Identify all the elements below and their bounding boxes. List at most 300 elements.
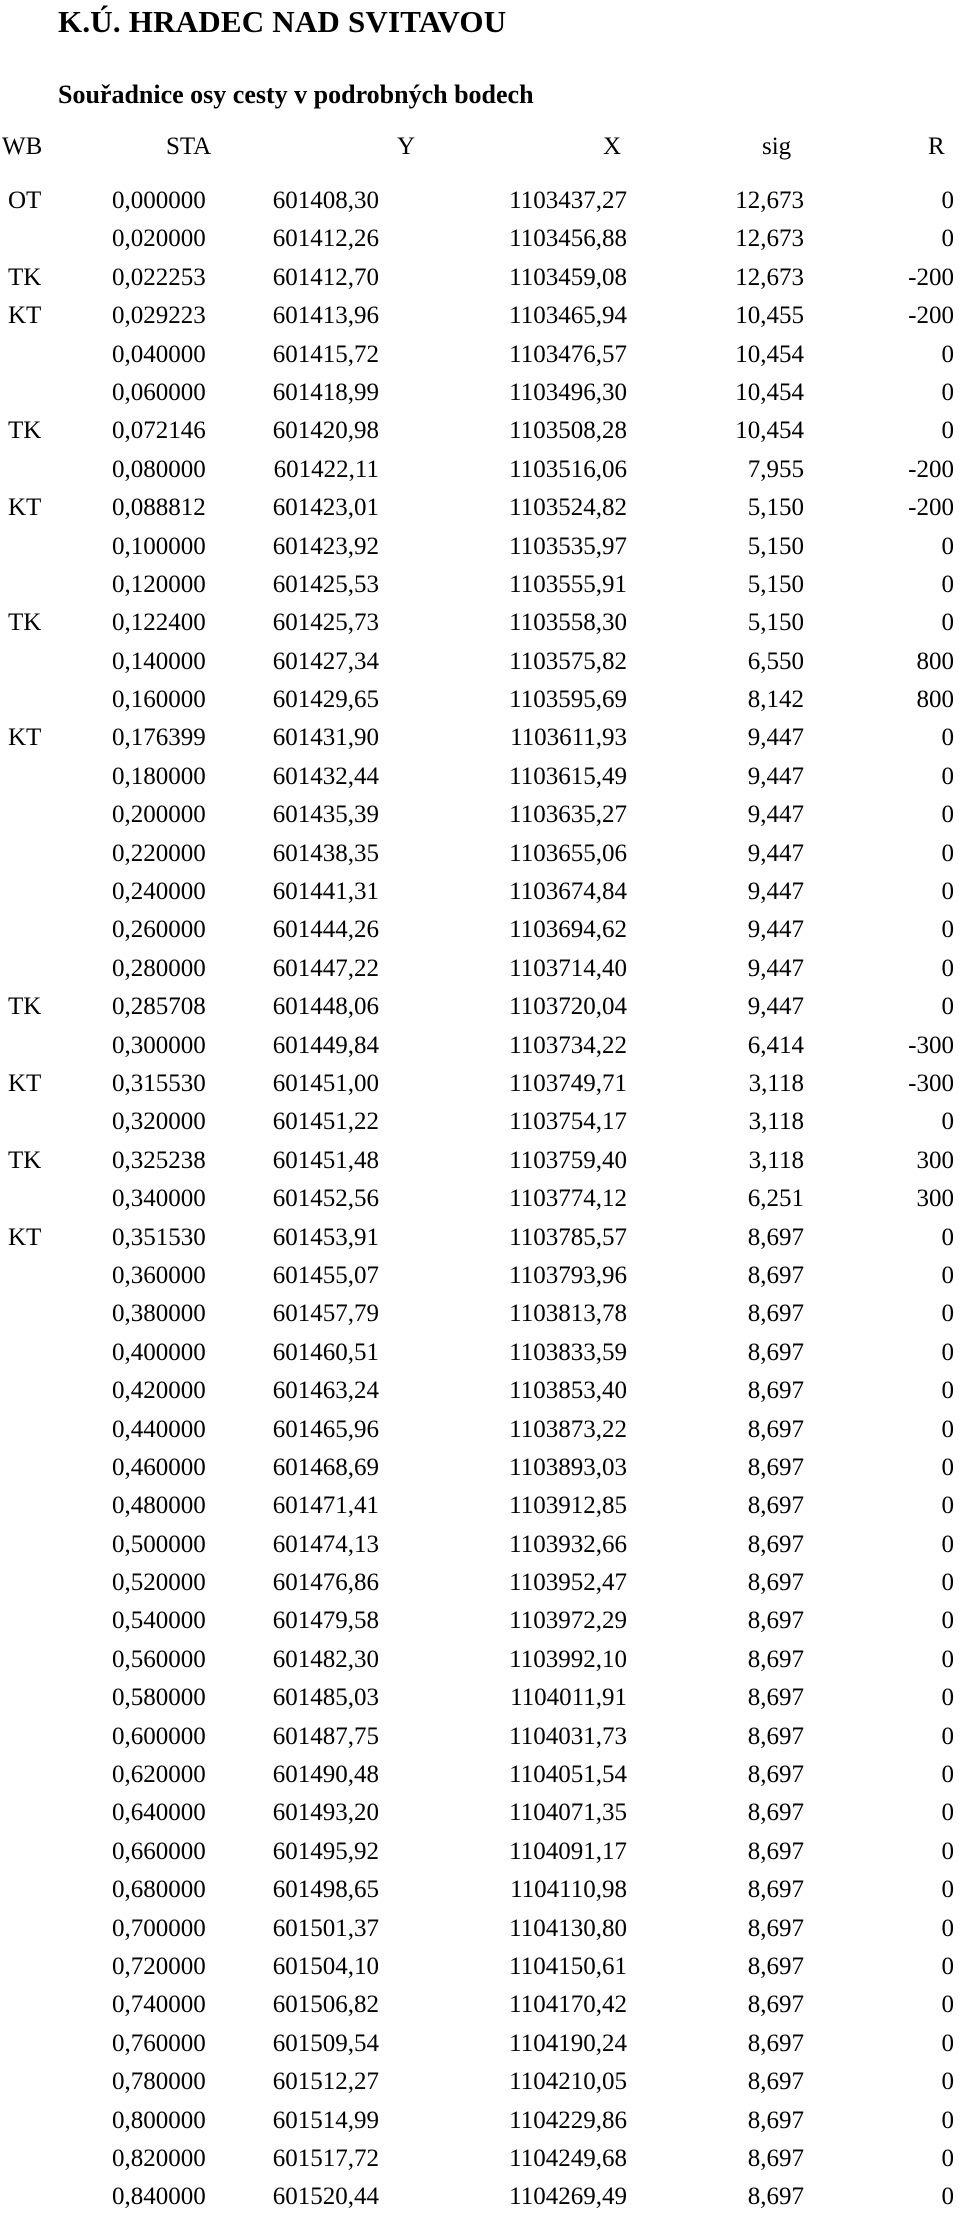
cell-y: 601457,79 <box>272 1300 379 1328</box>
cell-sig: 9,447 <box>747 954 804 982</box>
cell-y: 601422,11 <box>273 455 379 483</box>
table-row <box>0 1683 960 1721</box>
cell-sig: 8,697 <box>747 1991 804 2019</box>
cell-r: 0 <box>941 1952 954 1980</box>
cell-x: 1104249,68 <box>509 2144 627 2172</box>
cell-sta: 0,100000 <box>112 532 206 560</box>
header-spacer <box>0 170 960 186</box>
cell-x: 1104269,49 <box>509 2183 627 2211</box>
cell-sig: 5,150 <box>747 532 804 560</box>
cell-sta: 0,620000 <box>112 1761 206 1789</box>
table-row <box>0 1031 960 1069</box>
cell-x: 1103774,12 <box>509 1185 627 1213</box>
cell-sig: 8,697 <box>747 1914 804 1942</box>
cell-x: 1103853,40 <box>509 1377 627 1405</box>
table-row <box>0 800 960 838</box>
cell-x: 1103575,82 <box>509 647 627 675</box>
cell-sta: 0,122400 <box>112 609 206 637</box>
cell-r: 0 <box>941 1607 954 1635</box>
cell-sta: 0,360000 <box>112 1261 206 1289</box>
cell-r: 0 <box>941 1837 954 1865</box>
cell-x: 1103465,94 <box>509 302 627 330</box>
cell-y: 601447,22 <box>272 954 379 982</box>
table-row <box>0 1069 960 1107</box>
table-row <box>0 1146 960 1184</box>
cell-r: 0 <box>941 340 954 368</box>
cell-sta: 0,022253 <box>112 263 206 291</box>
cell-sig: 10,455 <box>735 302 804 330</box>
cell-x: 1104190,24 <box>509 2029 627 2057</box>
cell-r: 0 <box>941 1684 954 1712</box>
cell-y: 601504,10 <box>272 1952 379 1980</box>
cell-x: 1103496,30 <box>509 378 627 406</box>
cell-r: 0 <box>941 839 954 867</box>
cell-y: 601408,30 <box>272 187 379 214</box>
cell-x: 1103508,28 <box>509 417 627 445</box>
table-row <box>0 1107 960 1145</box>
cell-sta: 0,180000 <box>112 762 206 790</box>
cell-sta: 0,088812 <box>112 494 206 522</box>
cell-sta: 0,029223 <box>112 302 206 330</box>
cell-r: 0 <box>941 187 954 214</box>
cell-y: 601476,86 <box>272 1569 379 1597</box>
cell-sig: 9,447 <box>747 762 804 790</box>
page-subtitle: Souřadnice osy cesty v podrobných bodech <box>58 80 534 109</box>
cell-sig: 8,697 <box>747 1377 804 1405</box>
cell-sta: 0,040000 <box>112 340 206 368</box>
table-row <box>0 877 960 915</box>
cell-sta: 0,480000 <box>112 1492 206 1520</box>
cell-y: 601451,48 <box>272 1146 379 1174</box>
cell-sta: 0,420000 <box>112 1377 206 1405</box>
cell-sta: 0,440000 <box>112 1415 206 1443</box>
cell-y: 601451,00 <box>272 1069 379 1097</box>
cell-x: 1103674,84 <box>509 878 627 906</box>
cell-sig: 8,697 <box>747 1338 804 1366</box>
cell-r: 0 <box>941 1415 954 1443</box>
cell-r: 0 <box>941 1799 954 1827</box>
cell-sta: 0,160000 <box>112 686 206 714</box>
table-row <box>0 1223 960 1261</box>
table-header-row <box>0 132 960 170</box>
cell-y: 601490,48 <box>272 1761 379 1789</box>
cell-y: 601423,92 <box>272 532 379 560</box>
table-row <box>0 2182 960 2220</box>
cell-r: 0 <box>941 993 954 1021</box>
table-row <box>0 1798 960 1836</box>
cell-sta: 0,220000 <box>112 839 206 867</box>
cell-r: 0 <box>941 1761 954 1789</box>
cell-y: 601474,13 <box>272 1530 379 1558</box>
cell-y: 601501,37 <box>272 1914 379 1942</box>
cell-sta: 0,560000 <box>112 1645 206 1673</box>
header-wb: WB <box>2 133 43 160</box>
cell-sig: 9,447 <box>747 724 804 752</box>
cell-r: 300 <box>916 1185 954 1213</box>
cell-sta: 0,315530 <box>112 1069 206 1097</box>
cell-r: -300 <box>908 1031 954 1059</box>
cell-y: 601425,53 <box>272 570 379 598</box>
cell-wb: KT <box>8 724 42 752</box>
header-sta: STA <box>166 133 212 160</box>
cell-y: 601429,65 <box>272 686 379 714</box>
cell-x: 1103611,93 <box>510 724 627 752</box>
cell-sig: 8,697 <box>747 1530 804 1558</box>
cell-x: 1103785,57 <box>509 1223 627 1251</box>
table-row <box>0 1376 960 1414</box>
cell-sta: 0,800000 <box>112 2106 206 2134</box>
table-row <box>0 493 960 531</box>
cell-sta: 0,120000 <box>112 570 206 598</box>
table-row <box>0 1415 960 1453</box>
cell-y: 601509,54 <box>272 2029 379 2057</box>
cell-sig: 8,697 <box>747 2106 804 2134</box>
cell-x: 1103793,96 <box>509 1261 627 1289</box>
table-row <box>0 992 960 1030</box>
cell-sta: 0,176399 <box>112 724 206 752</box>
table-row <box>0 1645 960 1683</box>
cell-x: 1104170,42 <box>509 1991 627 2019</box>
cell-sta: 0,260000 <box>112 916 206 944</box>
cell-y: 601444,26 <box>272 916 379 944</box>
table-row <box>0 954 960 992</box>
cell-y: 601520,44 <box>272 2183 379 2211</box>
cell-x: 1103932,66 <box>509 1530 627 1558</box>
cell-r: 0 <box>941 1453 954 1481</box>
cell-sig: 8,697 <box>747 1761 804 1789</box>
cell-sig: 5,150 <box>747 494 804 522</box>
cell-x: 1104229,86 <box>509 2106 627 2134</box>
cell-x: 1103754,17 <box>509 1108 627 1136</box>
cell-x: 1104130,80 <box>509 1914 627 1942</box>
cell-sig: 3,118 <box>748 1108 804 1136</box>
cell-sta: 0,072146 <box>112 417 206 445</box>
cell-sig: 9,447 <box>747 878 804 906</box>
cell-y: 601455,07 <box>272 1261 379 1289</box>
cell-r: 300 <box>916 1146 954 1174</box>
cell-sta: 0,540000 <box>112 1607 206 1635</box>
cell-r: -200 <box>908 302 954 330</box>
cell-sig: 8,697 <box>747 2029 804 2057</box>
table-row <box>0 1491 960 1529</box>
cell-x: 1103595,69 <box>509 686 627 714</box>
cell-x: 1104210,05 <box>509 2068 627 2096</box>
cell-sig: 10,454 <box>735 340 804 368</box>
table-row <box>0 762 960 800</box>
cell-x: 1103720,04 <box>509 993 627 1021</box>
cell-wb: TK <box>8 609 42 637</box>
page-title: K.Ú. HRADEC NAD SVITAVOU <box>58 4 507 39</box>
cell-y: 601423,01 <box>272 494 379 522</box>
table-row <box>0 1875 960 1913</box>
cell-x: 1104011,91 <box>510 1684 627 1712</box>
cell-sta: 0,020000 <box>112 225 206 253</box>
cell-sig: 12,673 <box>735 187 804 214</box>
cell-y: 601479,58 <box>272 1607 379 1635</box>
cell-sta: 0,300000 <box>112 1031 206 1059</box>
cell-r: 800 <box>916 686 954 714</box>
cell-sta: 0,000000 <box>112 187 206 214</box>
cell-sig: 9,447 <box>747 916 804 944</box>
table-row <box>0 1568 960 1606</box>
cell-y: 601413,96 <box>272 302 379 330</box>
table-row <box>0 1952 960 1990</box>
cell-sta: 0,340000 <box>112 1185 206 1213</box>
cell-sig: 3,118 <box>748 1146 804 1174</box>
cell-y: 601463,24 <box>272 1377 379 1405</box>
cell-x: 1103615,49 <box>509 762 627 790</box>
cell-wb: TK <box>8 993 42 1021</box>
table-row <box>0 416 960 454</box>
cell-sta: 0,400000 <box>112 1338 206 1366</box>
cell-y: 601451,22 <box>272 1108 379 1136</box>
cell-sta: 0,320000 <box>112 1108 206 1136</box>
cell-r: 0 <box>941 1722 954 1750</box>
cell-sta: 0,060000 <box>112 378 206 406</box>
cell-y: 601460,51 <box>272 1338 379 1366</box>
cell-r: 0 <box>941 1530 954 1558</box>
cell-y: 601420,98 <box>272 417 379 445</box>
table-row <box>0 224 960 262</box>
cell-sig: 8,697 <box>747 1607 804 1635</box>
cell-r: 0 <box>941 1914 954 1942</box>
cell-sig: 10,454 <box>735 378 804 406</box>
cell-sig: 8,697 <box>747 1799 804 1827</box>
cell-sig: 8,697 <box>747 1876 804 1904</box>
cell-r: 0 <box>941 417 954 445</box>
cell-sig: 8,697 <box>747 1722 804 1750</box>
cell-sig: 8,697 <box>747 2144 804 2172</box>
table-row <box>0 301 960 339</box>
header-sig: sig <box>762 133 792 160</box>
cell-sta: 0,580000 <box>112 1684 206 1712</box>
cell-sig: 5,150 <box>747 570 804 598</box>
cell-y: 601471,41 <box>272 1492 379 1520</box>
cell-sta: 0,740000 <box>112 1991 206 2019</box>
table-row <box>0 2144 960 2182</box>
table-row <box>0 378 960 416</box>
table-row <box>0 647 960 685</box>
cell-r: 0 <box>941 1261 954 1289</box>
cell-y: 601514,99 <box>272 2106 379 2134</box>
cell-sta: 0,351530 <box>112 1223 206 1251</box>
cell-r: 0 <box>941 2106 954 2134</box>
cell-sig: 12,673 <box>735 225 804 253</box>
cell-y: 601449,84 <box>272 1031 379 1059</box>
cell-sig: 12,673 <box>735 263 804 291</box>
cell-r: 0 <box>941 762 954 790</box>
cell-y: 601506,82 <box>272 1991 379 2019</box>
cell-sta: 0,820000 <box>112 2144 206 2172</box>
table-row <box>0 915 960 953</box>
cell-y: 601425,73 <box>272 609 379 637</box>
cell-sig: 8,697 <box>747 1223 804 1251</box>
cell-r: 800 <box>916 647 954 675</box>
cell-sig: 8,697 <box>747 2183 804 2211</box>
cell-x: 1103694,62 <box>509 916 627 944</box>
coordinate-table <box>0 132 960 2221</box>
cell-sta: 0,140000 <box>112 647 206 675</box>
cell-x: 1103992,10 <box>509 1645 627 1673</box>
cell-x: 1103749,71 <box>509 1069 627 1097</box>
cell-wb: KT <box>8 1223 42 1251</box>
cell-r: 0 <box>941 570 954 598</box>
cell-r: -200 <box>908 263 954 291</box>
cell-y: 601498,65 <box>272 1876 379 1904</box>
cell-x: 1103437,27 <box>509 187 627 214</box>
cell-y: 601517,72 <box>272 2144 379 2172</box>
table-row <box>0 263 960 301</box>
cell-sta: 0,840000 <box>112 2183 206 2211</box>
cell-r: 0 <box>941 1492 954 1520</box>
cell-y: 601427,34 <box>272 647 379 675</box>
table-body <box>0 186 960 2221</box>
table-row <box>0 1760 960 1798</box>
cell-r: 0 <box>941 1645 954 1673</box>
cell-x: 1103635,27 <box>509 801 627 829</box>
cell-r: -300 <box>908 1069 954 1097</box>
cell-sig: 8,697 <box>747 1684 804 1712</box>
table-row <box>0 1530 960 1568</box>
cell-x: 1103734,22 <box>509 1031 627 1059</box>
cell-sig: 8,697 <box>747 1837 804 1865</box>
cell-sig: 8,697 <box>747 1300 804 1328</box>
table-row <box>0 186 960 224</box>
cell-sig: 9,447 <box>747 993 804 1021</box>
table-row <box>0 1990 960 2028</box>
cell-sig: 9,447 <box>747 801 804 829</box>
cell-y: 601412,26 <box>272 225 379 253</box>
cell-x: 1103524,82 <box>509 494 627 522</box>
cell-sig: 8,697 <box>747 1645 804 1673</box>
table-row <box>0 1914 960 1952</box>
header-y: Y <box>397 133 416 160</box>
cell-x: 1104091,17 <box>509 1837 627 1865</box>
table-row <box>0 2029 960 2067</box>
table-row <box>0 2106 960 2144</box>
cell-r: 0 <box>941 1338 954 1366</box>
cell-x: 1103476,57 <box>509 340 627 368</box>
cell-x: 1103833,59 <box>509 1338 627 1366</box>
table-row <box>0 1453 960 1491</box>
cell-r: 0 <box>941 2068 954 2096</box>
cell-sta: 0,240000 <box>112 878 206 906</box>
cell-x: 1103952,47 <box>509 1569 627 1597</box>
cell-sig: 8,697 <box>747 1952 804 1980</box>
cell-wb: OT <box>8 187 42 214</box>
cell-wb: KT <box>8 1069 42 1097</box>
cell-y: 601493,20 <box>272 1799 379 1827</box>
cell-y: 601487,75 <box>272 1722 379 1750</box>
cell-sta: 0,520000 <box>112 1569 206 1597</box>
cell-sig: 9,447 <box>747 839 804 867</box>
cell-r: 0 <box>941 532 954 560</box>
table-row <box>0 1722 960 1760</box>
cell-y: 601415,72 <box>272 340 379 368</box>
table-row <box>0 1261 960 1299</box>
cell-y: 601431,90 <box>272 724 379 752</box>
cell-x: 1103655,06 <box>509 839 627 867</box>
cell-x: 1103459,08 <box>509 263 627 291</box>
cell-sta: 0,640000 <box>112 1799 206 1827</box>
table-row <box>0 1606 960 1644</box>
cell-y: 601468,69 <box>272 1453 379 1481</box>
cell-r: 0 <box>941 1223 954 1251</box>
cell-y: 601432,44 <box>272 762 379 790</box>
cell-x: 1103714,40 <box>509 954 627 982</box>
cell-x: 1103972,29 <box>509 1607 627 1635</box>
table-row <box>0 532 960 570</box>
header-x: X <box>603 133 622 160</box>
cell-sta: 0,680000 <box>112 1876 206 1904</box>
cell-r: 0 <box>941 801 954 829</box>
cell-y: 601441,31 <box>272 878 379 906</box>
table-row <box>0 340 960 378</box>
cell-sig: 8,142 <box>747 686 804 714</box>
cell-y: 601438,35 <box>272 839 379 867</box>
table-row <box>0 608 960 646</box>
cell-sta: 0,285708 <box>112 993 206 1021</box>
cell-sig: 8,697 <box>747 1569 804 1597</box>
cell-x: 1103456,88 <box>509 225 627 253</box>
cell-r: 0 <box>941 2183 954 2211</box>
cell-r: -200 <box>908 455 954 483</box>
cell-r: 0 <box>941 1569 954 1597</box>
cell-x: 1103555,91 <box>509 570 627 598</box>
cell-r: 0 <box>941 378 954 406</box>
cell-y: 601452,56 <box>272 1185 379 1213</box>
cell-x: 1103873,22 <box>509 1415 627 1443</box>
cell-x: 1103912,85 <box>509 1492 627 1520</box>
cell-sig: 6,414 <box>747 1031 804 1059</box>
cell-y: 601418,99 <box>272 378 379 406</box>
cell-x: 1104071,35 <box>509 1799 627 1827</box>
table-row <box>0 839 960 877</box>
table-row <box>0 455 960 493</box>
table-row <box>0 723 960 761</box>
table-row <box>0 1837 960 1875</box>
cell-sig: 10,454 <box>735 417 804 445</box>
cell-sig: 8,697 <box>747 1453 804 1481</box>
cell-r: -200 <box>908 494 954 522</box>
cell-x: 1104110,98 <box>510 1876 627 1904</box>
cell-sig: 5,150 <box>747 609 804 637</box>
cell-sta: 0,760000 <box>112 2029 206 2057</box>
cell-sta: 0,720000 <box>112 1952 206 1980</box>
table-row <box>0 685 960 723</box>
cell-sta: 0,660000 <box>112 1837 206 1865</box>
cell-r: 0 <box>941 2029 954 2057</box>
cell-x: 1103813,78 <box>509 1300 627 1328</box>
header-r: R <box>928 133 945 160</box>
cell-sig: 8,697 <box>747 1415 804 1443</box>
cell-x: 1103759,40 <box>509 1146 627 1174</box>
cell-y: 601412,70 <box>272 263 379 291</box>
cell-r: 0 <box>941 724 954 752</box>
cell-sig: 7,955 <box>747 455 804 483</box>
cell-r: 0 <box>941 954 954 982</box>
cell-sig: 8,697 <box>747 2068 804 2096</box>
cell-r: 0 <box>941 878 954 906</box>
cell-sta: 0,600000 <box>112 1722 206 1750</box>
cell-sta: 0,280000 <box>112 954 206 982</box>
cell-sig: 6,251 <box>747 1185 804 1213</box>
cell-r: 0 <box>941 1108 954 1136</box>
cell-y: 601435,39 <box>272 801 379 829</box>
cell-sta: 0,780000 <box>112 2068 206 2096</box>
cell-x: 1103535,97 <box>509 532 627 560</box>
cell-y: 601465,96 <box>272 1415 379 1443</box>
